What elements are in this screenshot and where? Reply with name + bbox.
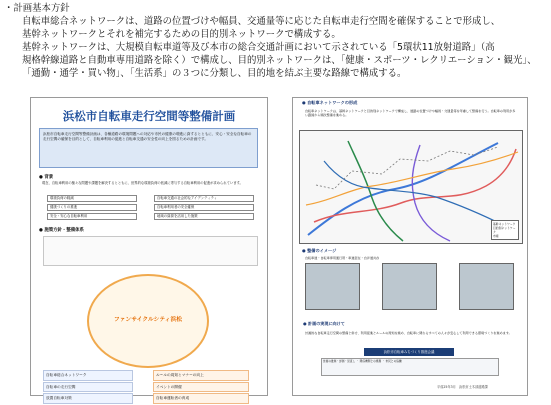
image-text: 自転車道・自転車専用通行帯・車道混在・自歩道共存 — [305, 256, 380, 260]
background-box-left-1: 環境負荷の軽減 — [47, 195, 137, 202]
photo-3 — [459, 263, 514, 310]
measure-list-left — [43, 370, 133, 405]
network-map — [299, 130, 523, 244]
map-legend — [491, 220, 519, 240]
implementation-diagram: 計画の推進・評価・見直し ・ 関係機関との連携 ・ 市民との協働 — [321, 358, 499, 376]
implementation-text: 計画的な自転車走行空間の整備と併せ、利用促進とルールの周知を進め、自転車に関わるすべての人々が安心して利用できる環境づくりを進めます。 — [305, 331, 512, 335]
background-heading: ● 背景 — [39, 175, 54, 180]
implementation-heading: ● 計画の実現に向けて — [303, 321, 345, 326]
background-text: 現在、自転車利用の様々な問題や課題を解決するとともに、世界的な環境負荷の低減に寄与する自転車利用の促進が求められています。 — [42, 181, 243, 185]
right-document-thumbnail — [292, 97, 528, 396]
plan-policy-section — [4, 2, 549, 80]
left-document-thumbnail — [30, 97, 268, 401]
background-box-right-1: 自転車交通の社会的なアイデンティティ — [154, 195, 254, 202]
policy-line-1: 自転車総合ネットワークは、道路の位置づけや幅員、交通量等に応じた自転車走行空間を確保することで形成し、 — [22, 16, 501, 27]
measure-item: 自転車運転者の育成 — [153, 393, 249, 404]
ring-label: ファンサイクルシティ浜松 — [113, 317, 183, 323]
background-box-left-3: 安全・安心な自転車利用 — [47, 213, 137, 220]
map-graphic — [300, 131, 522, 243]
measure-item: 放置自転車対策 — [43, 393, 133, 404]
policy-ring — [87, 274, 209, 368]
policy-line-2: 基幹ネットワークとそれを補完するための目的別ネットワークで構成する。 — [22, 29, 341, 40]
meeting-banner: 浜松市自転車みちづくり推進会議 — [364, 348, 454, 356]
policy-line-4: 規格幹線道路と自動車専用道路を除く）で構成し、目的別ネットワークは、「健康・スポーツ・レクリエーション・観光」、 — [22, 55, 537, 66]
policy-box — [43, 236, 258, 266]
measure-item: イベントの開催 — [153, 382, 249, 393]
photo-2 — [382, 263, 437, 310]
background-box-right-3: 地域の資源を活用した施策 — [154, 213, 254, 220]
legend-item: 市境 — [493, 234, 499, 238]
measure-item: 自転車総合ネットワーク — [43, 370, 133, 381]
network-heading: ● 自転車ネットワークの形成 — [302, 100, 358, 105]
policy-heading: ● 施策方針・整備体系 — [39, 228, 84, 233]
measure-item: ルールの周知とマナーの向上 — [153, 370, 249, 381]
background-box-left-2: 健康づくりの推進 — [47, 204, 137, 211]
photo-1 — [305, 263, 360, 310]
organization-footer: 平成25年3月 浜松市土木部道路課 — [437, 385, 488, 389]
policy-line-5: 「通勤・通学・買い物」、「生活系」の３つに分類し、目的地を結ぶ主要な路線で構成する。 — [22, 68, 407, 79]
legend-item: 目的別ネットワーク — [493, 226, 516, 234]
section-title: ・計画基本方針 — [4, 3, 70, 14]
intro-box: 浜松市自転車走行空間等整備計画は、各種道路の環境問題への対応や市民の健康の増進に資するとともに、安心・安全な自転車の走行空間の確保を目的として、自転車利用の促進と自転車交通の安全性の向上を図るための計画です。 — [39, 128, 258, 168]
background-box-right-2: 自転車利用者の安全確保 — [154, 204, 254, 211]
legend-item: 基幹ネットワーク — [493, 222, 516, 226]
measure-list-right — [153, 370, 249, 405]
policy-line-3: 基幹ネットワークは、大規模自転車道等及び本市の総合交通計画において示されている「5環状11放射道路」（高 — [22, 42, 495, 53]
image-heading: ● 整備のイメージ — [302, 248, 337, 253]
measure-item: 自転車の走行空間 — [43, 382, 133, 393]
left-document-title: 浜松市自転車走行空間等整備計画 — [62, 109, 236, 123]
network-text: 自転車ネットワークは、基幹ネットワークと目的別ネットワークで構成し、道路の位置づけや幅員・交通量等を考慮して整備を行う。自転車の利用が多い路線から順次整備を進める。 — [305, 109, 516, 118]
